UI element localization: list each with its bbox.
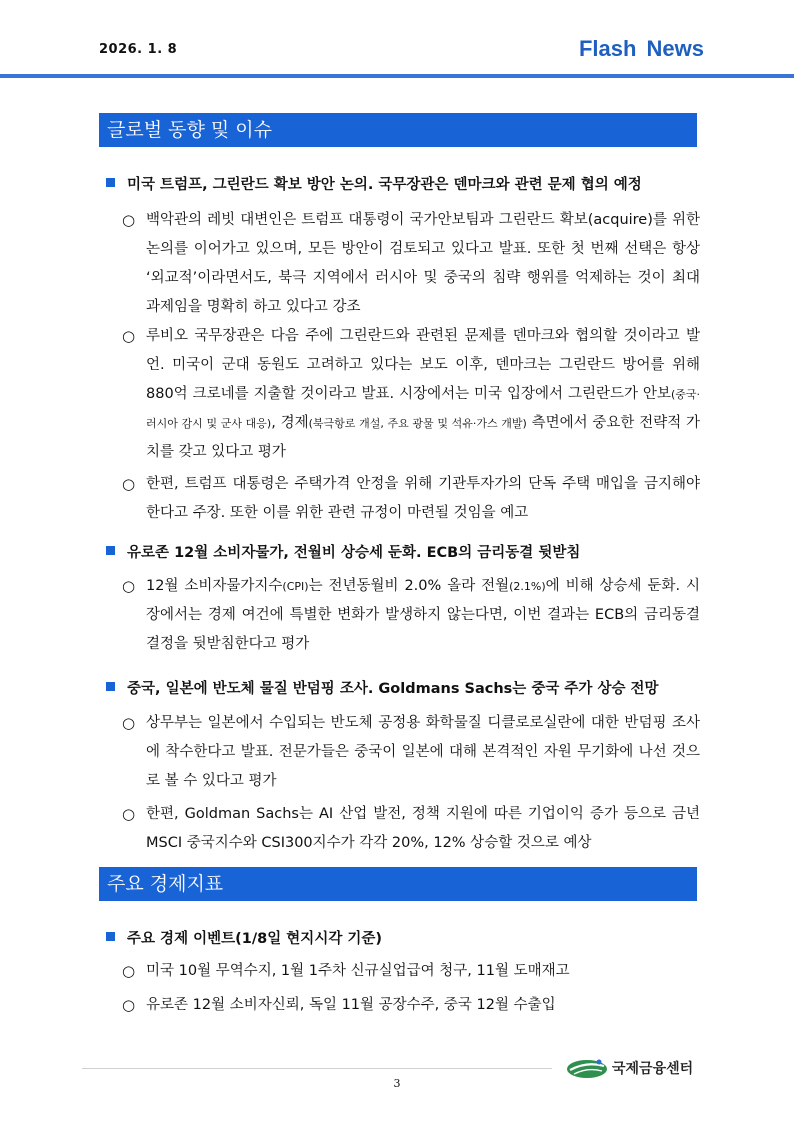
list-item: ○ 한편, Goldman Sachs는 AI 산업 발전, 정책 지원에 따른 기업이익 증가 등으로 금년 MSCI 중국지수와 CSI300지수가 각각 20%, 12% 상승할 것으로 예상 — [122, 800, 700, 858]
section-title-indicators: 주요 경제지표 — [99, 867, 697, 901]
list-item: ○ 미국 10월 무역수지, 1월 1주차 신규실업급여 청구, 11월 도매재고 — [122, 957, 700, 986]
brand-title: Flash News — [578, 36, 704, 61]
list-item: ○ 유로존 12월 소비자신뢰, 독일 11월 공장수주, 중국 12월 수출입 — [122, 991, 700, 1020]
square-bullet-icon — [106, 932, 115, 941]
report-date: 2026. 1. 8 — [99, 42, 178, 57]
list-item: ○ 백악관의 레빗 대변인은 트럼프 대통령이 국가안보팀과 그린란드 확보(acquire)를 위한 논의를 이어가고 있으며, 모든 방안이 검토되고 있다고 발표. 또한 첫 번째 선택은 항상 ‘외교적’이라면서도, 북극 지역에서 러시아 및 중국의 침략 행위를 억제하는 것이 최대 과제임을 명확히 하고 있다고 강조 — [122, 206, 700, 322]
circle-bullet-icon: ○ — [122, 805, 136, 823]
square-bullet-icon — [106, 546, 115, 555]
list-item: ○ 12월 소비자물가지수(CPI)는 전년동월비 2.0% 올라 전월(2.1%)에 비해 상승세 둔화. 시장에서는 경제 여건에 특별한 변화가 발생하지 않는다면, 이번 결과는 ECB의 금리동결 결정을 뒷받침한다고 평가 — [122, 572, 700, 659]
page-number: 3 — [393, 1077, 401, 1090]
list-item: ○ 상무부는 일본에서 수입되는 반도체 공정용 화학물질 디클로로실란에 대한 반덤핑 조사에 착수한다고 발표. 전문가들은 중국이 일본에 대해 본격적인 자원 무기화에 나선 것으로 볼 수 있다고 평가 — [122, 709, 700, 796]
list-item: ○ 한편, 트럼프 대통령은 주택가격 안정을 위해 기관투자가의 단독 주택 매입을 금지해야 한다고 주장. 또한 이를 위한 관련 규정이 마련될 것임을 예고 — [122, 470, 700, 528]
topic-heading-events: 주요 경제 이벤트(1/8일 현지시각 기준) — [106, 927, 382, 948]
circle-bullet-icon: ○ — [122, 327, 136, 345]
org-name: 국제금융센터 — [612, 1061, 694, 1077]
header-divider — [0, 74, 794, 78]
topic-heading-china: 중국, 일본에 반도체 물질 반덤핑 조사. Goldmans Sachs는 중국 주가 상승 전망 — [106, 677, 659, 698]
globe-logo-icon — [566, 1057, 608, 1079]
section-title-global: 글로벌 동향 및 이슈 — [99, 113, 697, 147]
org-logo — [566, 1056, 693, 1080]
circle-bullet-icon: ○ — [122, 475, 136, 493]
footer-divider — [82, 1068, 552, 1069]
list-item: ○ 루비오 국무장관은 다음 주에 그린란드와 관련된 문제를 덴마크와 협의할 것이라고 발언. 미국이 군대 동원도 고려하고 있다는 보도 이후, 덴마크는 그린란드 방어를 위해 880억 크로네를 지출할 것이라고 발표. 시장에서는 미국 입장에서 그린란드가 안보(중국·러시아 감시 및 군사 대응), 경제(북극항로 개설, 주요 광물 및 석유·가스 개발) 측면에서 중요한 전략적 가치를 갖고 있다고 평가 — [122, 322, 700, 467]
topic-heading-eurozone: 유로존 12월 소비자물가, 전월비 상승세 둔화. ECB의 금리동결 뒷받침 — [106, 541, 580, 562]
topic-heading-us: 미국 트럼프, 그린란드 확보 방안 논의. 국무장관은 덴마크와 관련 문제 협의 예정 — [106, 173, 642, 194]
circle-bullet-icon: ○ — [122, 714, 136, 732]
square-bullet-icon — [106, 682, 115, 691]
circle-bullet-icon: ○ — [122, 577, 136, 595]
circle-bullet-icon: ○ — [122, 211, 136, 229]
square-bullet-icon — [106, 178, 115, 187]
circle-bullet-icon: ○ — [122, 996, 136, 1014]
circle-bullet-icon: ○ — [122, 962, 136, 980]
